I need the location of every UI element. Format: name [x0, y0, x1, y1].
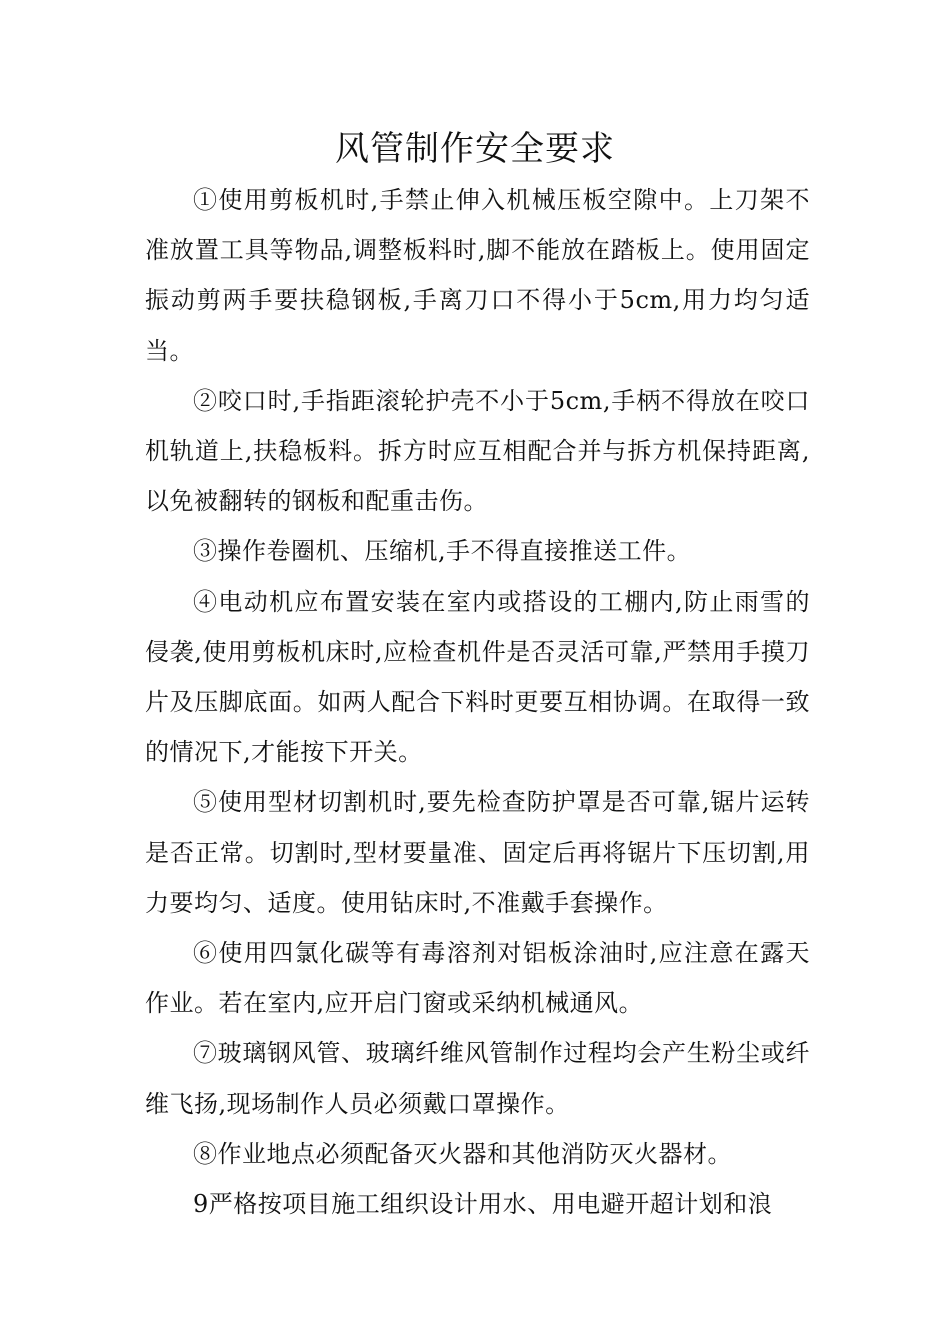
paragraph-6: ⑥使用四氯化碳等有毒溶剂对铝板涂油时,应注意在露天作业。若在室内,应开启门窗或采纳机械通风。: [145, 939, 810, 1018]
paragraph-5: ⑤使用型材切割机时,要先检查防护罩是否可靠,锯片运转是否正常。切割时,型材要量准、固定后再将锯片下压切割,用力要均匀、适度。使用钻床时,不准戴手套操作。: [145, 788, 810, 917]
document-body: [145, 175, 810, 1229]
paragraph-2: ②咬口时,手指距滚轮护壳不小于5cm,手柄不得放在咬口机轨道上,扶稳板料。拆方时应互相配合并与拆方机保持距离,以免被翻转的钢板和配重击伤。: [145, 386, 810, 516]
paragraph-4: ④电动机应布置安装在室内或搭设的工棚内,防止雨雪的侵袭,使用剪板机床时,应检查机件是否灵活可靠,严禁用手摸刀片及压脚底面。如两人配合下料时更要互相协调。在取得一致的情况下,才能按下开关。: [145, 587, 810, 767]
paragraph-8: ⑧作业地点必须配备灭火器和其他消防灭火器材。: [193, 1139, 732, 1168]
paragraph-1: ①使用剪板机时,手禁止伸入机械压板空隙中。上刀架不准放置工具等物品,调整板料时,脚不能放在踏板上。使用固定振动剪两手要扶稳钢板,手离刀口不得小于5cm,用力均匀适当。: [145, 186, 810, 365]
paragraph-3: ③操作卷圈机、压缩机,手不得直接推送工件。: [193, 537, 692, 566]
paragraph-9: 9严格按项目施工组织设计用水、用电避开超计划和浪: [193, 1190, 773, 1219]
document-title: 风管制作安全要求: [335, 129, 615, 169]
paragraph-7: ⑦玻璃钢风管、玻璃纤维风管制作过程均会产生粉尘或纤维飞扬,现场制作人员必须戴口罩操作。: [145, 1039, 810, 1118]
